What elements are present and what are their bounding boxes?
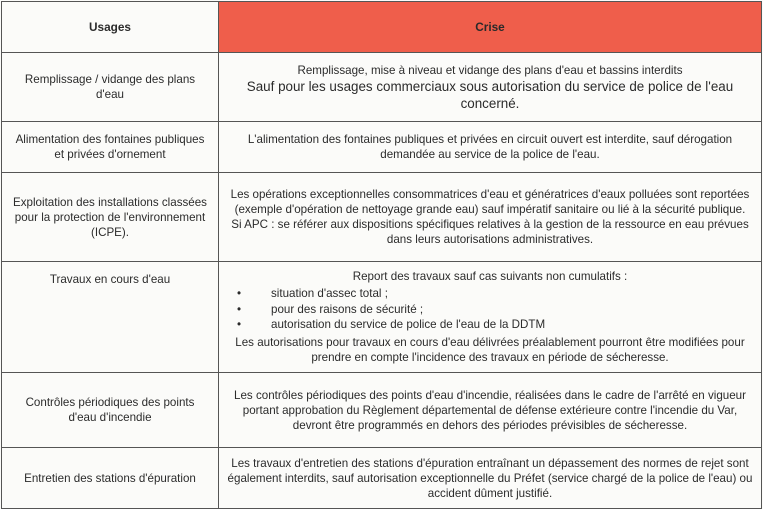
rule-text: Remplissage, mise à niveau et vidange des plans d'eau et bassins interdits <box>297 63 683 77</box>
rule-text: Les travaux d'entretien des stations d'épuration entraînant un dépassement des normes de rejet sont également interdits, sauf autorisation exceptionnelle du Préfet (service chargé de la police de l'eau) ou accident dûment justifié. <box>227 456 753 500</box>
rule-text-exception: Sauf pour les usages commerciaux sous autorisation du service de police de l'eau concerné. <box>246 78 734 111</box>
crise-cell <box>219 373 762 448</box>
restrictions-table <box>1 1 762 509</box>
rule-intro: Report des travaux sauf cas suivants non cumulatifs : <box>352 270 628 284</box>
list-item: • situation d'assec total ; <box>237 286 757 302</box>
table-row <box>2 373 762 448</box>
crise-cell <box>219 262 762 373</box>
table-row <box>2 173 762 262</box>
list-item: • autorisation du service de police de l'eau de la DDTM <box>237 317 757 333</box>
crise-cell <box>219 53 762 122</box>
usage-cell: Entretien des stations d'épuration <box>2 448 219 509</box>
rule-text: Les contrôles périodiques des points d'eau d'incendie, réalisées dans le cadre de l'arrêté en vigueur portant approbation du Règlement départemental de défense extérieure contre l'incendie du Var, devront être programmés en dehors des périodes prévisibles de sécheresse. <box>234 388 746 432</box>
exception-list <box>223 286 757 333</box>
list-item: • pour des raisons de sécurité ; <box>237 302 757 318</box>
header-usages: Usages <box>2 2 219 53</box>
rule-text: L'alimentation des fontaines publiques et privées en circuit ouvert est interdite, sauf dérogation demandée au service de la police de l'eau. <box>247 133 733 161</box>
usage-cell: Travaux en cours d'eau <box>2 262 219 373</box>
usage-cell: Exploitation des installations classées pour la protection de l'environnement (ICPE). <box>2 173 219 262</box>
header-row <box>2 2 762 53</box>
table-row <box>2 122 762 173</box>
crise-cell <box>219 122 762 173</box>
table-row <box>2 53 762 122</box>
crise-cell <box>219 448 762 509</box>
rule-text-apc: Si APC : se référer aux dispositions spécifiques relatives à la gestion de la ressource en eau prévues dans leurs autorisations administratives. <box>231 218 749 246</box>
table-row <box>2 448 762 509</box>
rule-text: Les opérations exceptionnelles consommatrices d'eau et génératrices d'eaux polluées sont reportées (exemple d'opération de nettoyage grande eau) sauf impératif sanitaire ou lié à la sécurité publique. <box>230 188 750 216</box>
usage-cell: Remplissage / vidange des plans d'eau <box>2 53 219 122</box>
header-crise: Crise <box>219 2 762 53</box>
usage-cell: Contrôles périodiques des points d'eau d'incendie <box>2 373 219 448</box>
table-row <box>2 262 762 373</box>
rule-outro: Les autorisations pour travaux en cours d'eau délivrées préalablement pourront être modifiées pour prendre en compte l'incidence des travaux en période de sécheresse. <box>235 335 745 364</box>
crise-cell <box>219 173 762 262</box>
usage-cell: Alimentation des fontaines publiques et privées d'ornement <box>2 122 219 173</box>
